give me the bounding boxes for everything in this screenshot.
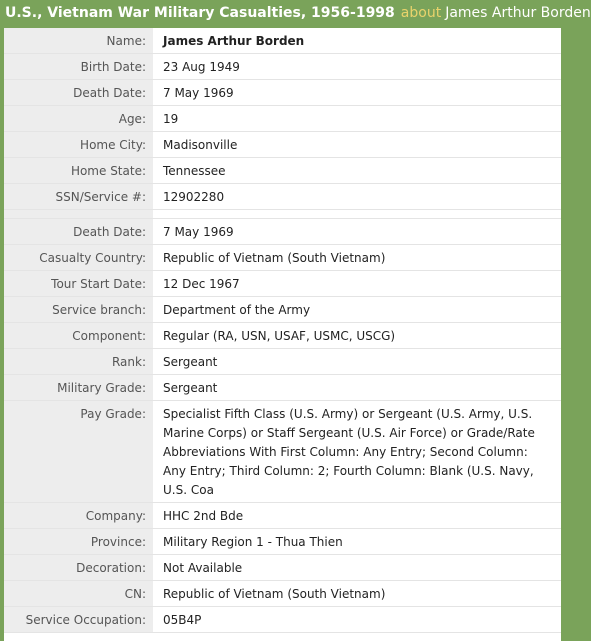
field-label: Tour Start Date: [4, 271, 153, 297]
field-value: Republic of Vietnam (South Vietnam) [153, 245, 561, 271]
record-row-ssn-service [4, 184, 561, 210]
field-value: 05B4P [153, 607, 561, 633]
record-row-death-date [4, 80, 561, 106]
record-row-military-grade [4, 375, 561, 401]
field-label: Province: [4, 529, 153, 555]
field-label: Military Grade: [4, 375, 153, 401]
field-label: Name: [4, 28, 153, 54]
field-value: Madisonville [153, 132, 561, 158]
field-label: Death Date: [4, 219, 153, 245]
field-value: 7 May 1969 [153, 80, 561, 106]
record-row-pay-grade [4, 401, 561, 503]
field-label: Decoration: [4, 555, 153, 581]
field-value: Republic of Vietnam (South Vietnam) [153, 581, 561, 607]
field-label: SSN/Service #: [4, 184, 153, 210]
field-label: Casualty Country: [4, 245, 153, 271]
record-row-casualty-country [4, 245, 561, 271]
record-row-age [4, 106, 561, 132]
field-label: Age: [4, 106, 153, 132]
field-label: Service branch: [4, 297, 153, 323]
field-value: James Arthur Borden [153, 28, 561, 54]
collection-title: U.S., Vietnam War Military Casualties, 1956-1998 [5, 5, 395, 21]
record-row-home-state [4, 158, 561, 184]
field-value: Sergeant [153, 375, 561, 401]
section-divider-value-cell [153, 210, 561, 219]
field-value: Regular (RA, USN, USAF, USMC, USCG) [153, 323, 561, 349]
record-row-company [4, 503, 561, 529]
field-value: 12902280 [153, 184, 561, 210]
field-value: Department of the Army [153, 297, 561, 323]
field-value: Tennessee [153, 158, 561, 184]
record-row-service-branch [4, 297, 561, 323]
field-label: CN: [4, 581, 153, 607]
field-value: Sergeant [153, 349, 561, 375]
field-label: Home City: [4, 132, 153, 158]
field-label: Home State: [4, 158, 153, 184]
section-divider [4, 210, 561, 219]
field-value: 12 Dec 1967 [153, 271, 561, 297]
record-row-name [4, 28, 561, 54]
record-details-panel [4, 28, 561, 641]
record-row-rank [4, 349, 561, 375]
record-row-service-occupation [4, 607, 561, 633]
field-label: Service Occupation: [4, 607, 153, 633]
record-details-table [4, 28, 561, 633]
record-row-cn [4, 581, 561, 607]
field-label: Death Date: [4, 80, 153, 106]
record-row-province [4, 529, 561, 555]
field-value: Military Region 1 - Thua Thien [153, 529, 561, 555]
field-value: HHC 2nd Bde [153, 503, 561, 529]
record-row-home-city [4, 132, 561, 158]
field-label: Pay Grade: [4, 401, 153, 503]
field-value: 23 Aug 1949 [153, 54, 561, 80]
field-value: Not Available [153, 555, 561, 581]
record-row-death-date-2 [4, 219, 561, 245]
field-value: 7 May 1969 [153, 219, 561, 245]
field-label: Rank: [4, 349, 153, 375]
field-label: Component: [4, 323, 153, 349]
field-value: 19 [153, 106, 561, 132]
record-row-tour-start-date [4, 271, 561, 297]
record-row-component [4, 323, 561, 349]
record-row-birth-date [4, 54, 561, 80]
person-name-link[interactable]: James Arthur Borden [445, 5, 591, 21]
about-word: about [400, 5, 442, 21]
record-header [0, 0, 591, 26]
field-label: Company: [4, 503, 153, 529]
record-row-decoration [4, 555, 561, 581]
section-divider-label-cell [4, 210, 153, 219]
field-label: Birth Date: [4, 54, 153, 80]
field-value: Specialist Fifth Class (U.S. Army) or Sergeant (U.S. Army, U.S. Marine Corps) or Staff Sergeant (U.S. Air Force) or Grade/Rate Abbreviations With First Column: Any Entry; Second Column: Any Entry; Third Column: 2; Fourth Column: Blank (U.S. Navy, U.S. Coa [153, 401, 561, 503]
